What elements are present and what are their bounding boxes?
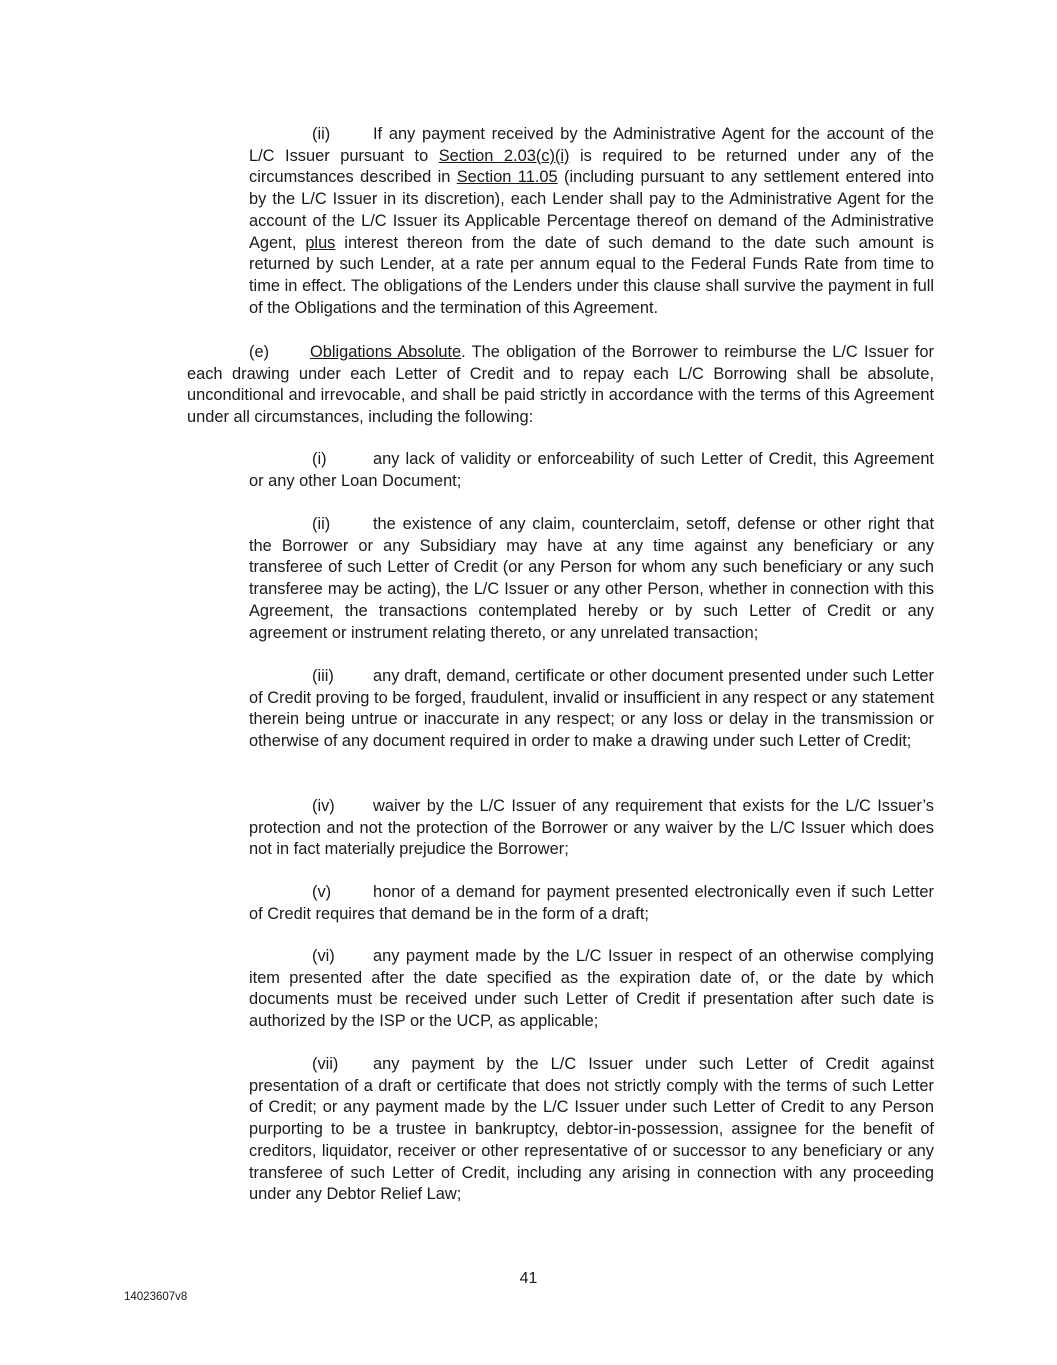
clause-text: honor of a demand for payment presented electronically even if such Letter of Credit requires that demand be in the form of a draft; [249,883,934,923]
clause-text: (including pursuant to any settlement entered into by the L/C Issuer in its discretion), each Lender shall pay to the Administrative Agent for the account of the L/C Issuer its Applicable Percentage thereof on demand of the Administrative Agent, [249,168,934,252]
clause-label: (v) [312,883,332,901]
clause-text: any lack of validity or enforceability of such Letter of Credit, this Agreement or any other Loan Document; [249,450,934,490]
clause-text: . The obligation of the Borrower to reimburse the L/C Issuer for each drawing under each Letter of Credit and to repay each L/C Borrowing shall be absolute, unconditional and irrevocable, and shall be paid strictly in accordance with the terms of this Agreement under all circumstances, including the following: [187,343,934,427]
clause-label: (vi) [312,947,335,965]
paragraph-v [249,882,934,925]
clause-text: the existence of any claim, counterclaim, setoff, defense or other right that the Borrower or any Subsidiary may have at any time against any beneficiary or any transferee of such Letter of Credit (or any Person for whom any such beneficiary or any such transferee may be acting), the L/C Issuer or any other Person, whether in connection with this Agreement, the transactions contemplated hereby or by such Letter of Credit or any agreement or instrument relating thereto, or any unrelated transaction; [249,515,934,642]
paragraph-vi [249,946,934,1033]
paragraph-e [187,342,934,429]
paragraph-iii [249,666,934,753]
clause-label: (iii) [312,667,334,685]
section-heading: Obligations Absolute [310,343,462,361]
clause-label: (iv) [312,797,335,815]
clause-text: interest thereon from the date of such demand to the date such amount is returned by such Lender, at a rate per annum equal to the Federal Funds Rate from time to time in effect. The obligations of the Lenders under this clause shall survive the payment in full of the Obligations and the termination of this Agreement. [249,233,934,317]
section-reference-link[interactable]: Section 11.05 [456,168,558,187]
clause-label: (e) [249,343,270,361]
paragraph-ii [249,514,934,644]
clause-label: (ii) [312,515,331,533]
page-number: 41 [519,1270,538,1287]
clause-text: is required to be returned under any of the circumstances described in [249,146,934,187]
paragraph-iv [249,796,934,861]
clause-text: waiver by the L/C Issuer of any requirement that exists for the L/C Issuer’s protection and not the protection of the Borrower or any waiver by the L/C Issuer which does not in fact materially prejudice the Borrower; [249,797,934,859]
paragraph-vii [249,1054,934,1206]
paragraph-i [249,449,934,492]
emphasis-plus: plus [305,233,336,252]
clause-text: If any payment received by the Administrative Agent for the account of the L/C Issuer pursuant to [249,125,934,165]
clause-text: any payment by the L/C Issuer under such Letter of Credit against presentation of a draft or certificate that does not strictly comply with the terms of such Letter of Credit; or any payment made by the L/C Issuer under such Letter of Credit to any Person purporting to be a trustee in bankruptcy, debtor-in-possession, assignee for the benefit of creditors, liquidator, receiver or other representative of or successor to any beneficiary or any transferee of such Letter of Credit, including any arising in connection with any proceeding under any Debtor Relief Law; [249,1055,934,1204]
section-reference-link[interactable]: Section 2.03(c)(i) [438,146,570,165]
clause-label: (vii) [312,1055,339,1073]
clause-text: any payment made by the L/C Issuer in respect of an otherwise complying item presented after the date specified as the expiration date of, or the date by which documents must be received under such Letter of Credit if presentation after such date is authorized by the ISP or the UCP, as applicable; [249,947,934,1031]
clause-label: (ii) [312,125,331,143]
clause-text: any draft, demand, certificate or other document presented under such Letter of Credit proving to be forged, fraudulent, invalid or insufficient in any respect or any statement therein being untrue or inaccurate in any respect; or any loss or delay in the transmission or otherwise of any document required in order to make a drawing under such Letter of Credit; [249,667,934,751]
document-id: 14023607v8 [124,1291,188,1303]
clause-label: (i) [312,450,327,468]
paragraph-ii-top [249,124,934,319]
